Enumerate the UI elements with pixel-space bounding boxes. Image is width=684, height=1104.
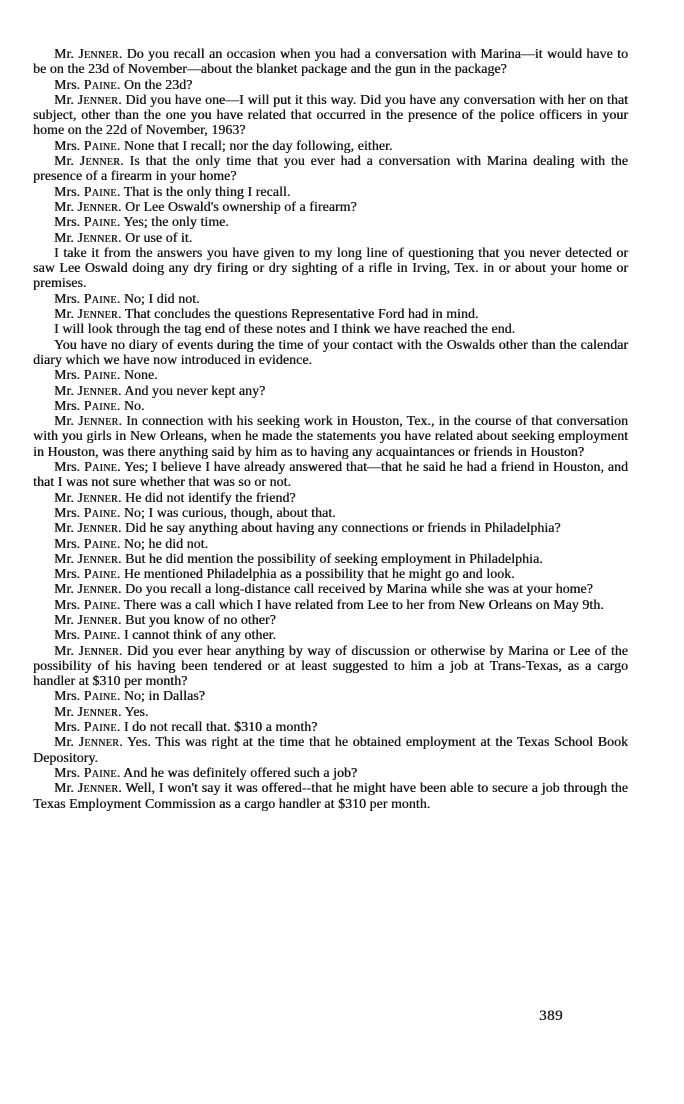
- transcript-paragraph: Mrs. Paine. None that I recall; nor the day following, either.: [54, 137, 393, 153]
- speaker-name: Mrs. Paine.: [54, 290, 121, 306]
- transcript-paragraph: Mrs. Paine. No; he did not.: [54, 535, 209, 551]
- transcript: [33, 46, 628, 811]
- speaker-name: Mrs. Paine.: [54, 183, 121, 199]
- transcript-paragraph: You have no diary of events during the time of your contact with the Oswalds other than the calendar diary which we have now introduced in evidence.: [33, 336, 628, 367]
- transcript-paragraph: Mrs. Paine. And he was definitely offered such a job?: [54, 764, 358, 780]
- speaker-name: Mrs. Paine.: [54, 688, 121, 704]
- transcript-paragraph: Mr. Jenner. Well, I won't say it was offered--that he might have been able to secure a job through the Texas Employment Commission as a cargo handler at $310 per month.: [33, 780, 629, 811]
- speaker-name: Mr. Jenner.: [54, 382, 122, 398]
- transcript-paragraph: I take it from the answers you have given to my long line of questioning that you never detected or saw Lee Oswald doing any dry firing or dry sighting of a rifle in Irving, Tex. in or about your home or premises.: [33, 244, 628, 291]
- transcript-paragraph: Mr. Jenner. But you know of no other?: [54, 611, 276, 627]
- transcript-paragraph: Mrs. Paine. There was a call which I have related from Lee to her from New Orleans on May 9th.: [54, 596, 604, 612]
- speaker-name: Mrs. Paine.: [54, 76, 121, 92]
- transcript-paragraph: Mrs. Paine. No.: [54, 397, 145, 413]
- transcript-paragraph: Mr. Jenner. But he did mention the possibility of seeking employment in Philadelphia.: [54, 550, 543, 566]
- transcript-paragraph: Mr. Jenner. Do you recall an occasion when you had a conversation with Marina—it would have to be on the 23d of November—about the blanket package and the gun in the package?: [33, 46, 628, 77]
- speaker-name: Mrs. Paine.: [54, 367, 121, 383]
- speaker-name: Mrs. Paine.: [54, 566, 121, 582]
- transcript-paragraph: Mrs. Paine. No; I was curious, though, about that.: [54, 504, 336, 520]
- transcript-paragraph: Mrs. Paine. That is the only thing I recall.: [54, 183, 291, 199]
- speaker-name: Mr. Jenner.: [54, 489, 122, 505]
- transcript-paragraph: Mrs. Paine. On the 23d?: [54, 76, 193, 92]
- speaker-name: Mr. Jenner.: [54, 780, 122, 796]
- transcript-paragraph: Mr. Jenner. He did not identify the friend?: [54, 489, 296, 505]
- speaker-name: Mr. Jenner.: [54, 581, 122, 597]
- transcript-paragraph: Mrs. Paine. No; I did not.: [54, 290, 200, 306]
- speaker-name: Mr. Jenner.: [54, 642, 123, 658]
- speaker-name: Mrs. Paine.: [54, 504, 121, 520]
- transcript-paragraph: I will look through the tag end of these notes and I think we have reached the end.: [54, 321, 516, 337]
- speaker-name: Mrs. Paine.: [54, 764, 121, 780]
- transcript-paragraph: Mrs. Paine. Yes; I believe I have already answered that—that he said he had a friend in Houston, and that I was not sure whether that was so or not.: [33, 459, 628, 490]
- transcript-paragraph: Mr. Jenner. Yes. This was right at the time that he obtained employment at the Texas School Book Depository.: [33, 734, 628, 765]
- transcript-paragraph: Mr. Jenner. Did you ever hear anything by way of discussion or otherwise by Marina or Lee of the possibility of his having been tendered or at least suggested to him a job at Trans-Texas, as a cargo handler at $310 per month?: [33, 642, 628, 689]
- speaker-name: Mr. Jenner.: [54, 550, 122, 566]
- speaker-name: Mrs. Paine.: [54, 627, 121, 643]
- transcript-paragraph: Mr. Jenner. Yes.: [54, 703, 149, 719]
- transcript-paragraph: Mr. Jenner. Or Lee Oswald's ownership of a firearm?: [54, 198, 357, 214]
- transcript-paragraph: Mr. Jenner. And you never kept any?: [54, 382, 266, 398]
- page-number: 389: [539, 1008, 563, 1024]
- speaker-name: Mr. Jenner.: [54, 46, 123, 61]
- speaker-name: Mrs. Paine.: [54, 459, 121, 475]
- speaker-name: Mrs. Paine.: [54, 214, 121, 230]
- transcript-paragraph: Mr. Jenner. That concludes the questions Representative Ford had in mind.: [54, 306, 479, 322]
- speaker-name: Mr. Jenner.: [54, 734, 123, 750]
- speaker-name: Mr. Jenner.: [54, 153, 124, 169]
- transcript-paragraph: Mrs. Paine. Yes; the only time.: [54, 214, 229, 230]
- speaker-name: Mr. Jenner.: [54, 229, 122, 245]
- speaker-name: Mrs. Paine.: [54, 596, 121, 612]
- speaker-name: Mr. Jenner.: [54, 520, 122, 536]
- transcript-paragraph: Mrs. Paine. I cannot think of any other.: [54, 627, 277, 643]
- transcript-paragraph: Mrs. Paine. None.: [54, 367, 158, 383]
- transcript-paragraph: Mrs. Paine. No; in Dallas?: [54, 688, 205, 704]
- transcript-paragraph: Mr. Jenner. Did he say anything about having any connections or friends in Philadelphia?: [54, 520, 561, 536]
- speaker-name: Mr. Jenner.: [54, 413, 122, 429]
- speaker-name: Mrs. Paine.: [54, 719, 121, 735]
- transcript-paragraph: Mrs. Paine. I do not recall that. $310 a month?: [54, 719, 318, 735]
- speaker-name: Mrs. Paine.: [54, 397, 121, 413]
- speaker-name: Mr. Jenner.: [54, 91, 122, 107]
- speaker-name: Mrs. Paine.: [54, 137, 121, 153]
- transcript-paragraph: Mr. Jenner. Did you have one—I will put it this way. Did you have any conversation with her on that subject, other than the one you have related that occurred in the presence of the police officers in your home on the 22d of November, 1963?: [33, 91, 628, 138]
- transcript-paragraph: Mrs. Paine. He mentioned Philadelphia as a possibility that he might go and look.: [54, 566, 515, 582]
- speaker-name: Mrs. Paine.: [54, 535, 121, 551]
- speaker-name: Mr. Jenner.: [54, 306, 122, 322]
- speaker-name: Mr. Jenner.: [54, 611, 122, 627]
- transcript-paragraph: Mr. Jenner. Do you recall a long-distance call received by Marina while she was at your home?: [54, 581, 593, 597]
- speaker-name: Mr. Jenner.: [54, 198, 122, 214]
- transcript-paragraph: Mr. Jenner. Or use of it.: [54, 229, 193, 245]
- speaker-name: Mr. Jenner.: [54, 703, 122, 719]
- transcript-paragraph: Mr. Jenner. Is that the only time that you ever had a conversation with Marina dealing with the presence of a firearm in your home?: [33, 153, 628, 184]
- transcript-paragraph: Mr. Jenner. In connection with his seeking work in Houston, Tex., in the course of that conversation with you girls in New Orleans, when he made the statements you have related about seeking employment in Houston, was there anything said by him as to having any acquaintances or friends in Houston?: [33, 413, 629, 459]
